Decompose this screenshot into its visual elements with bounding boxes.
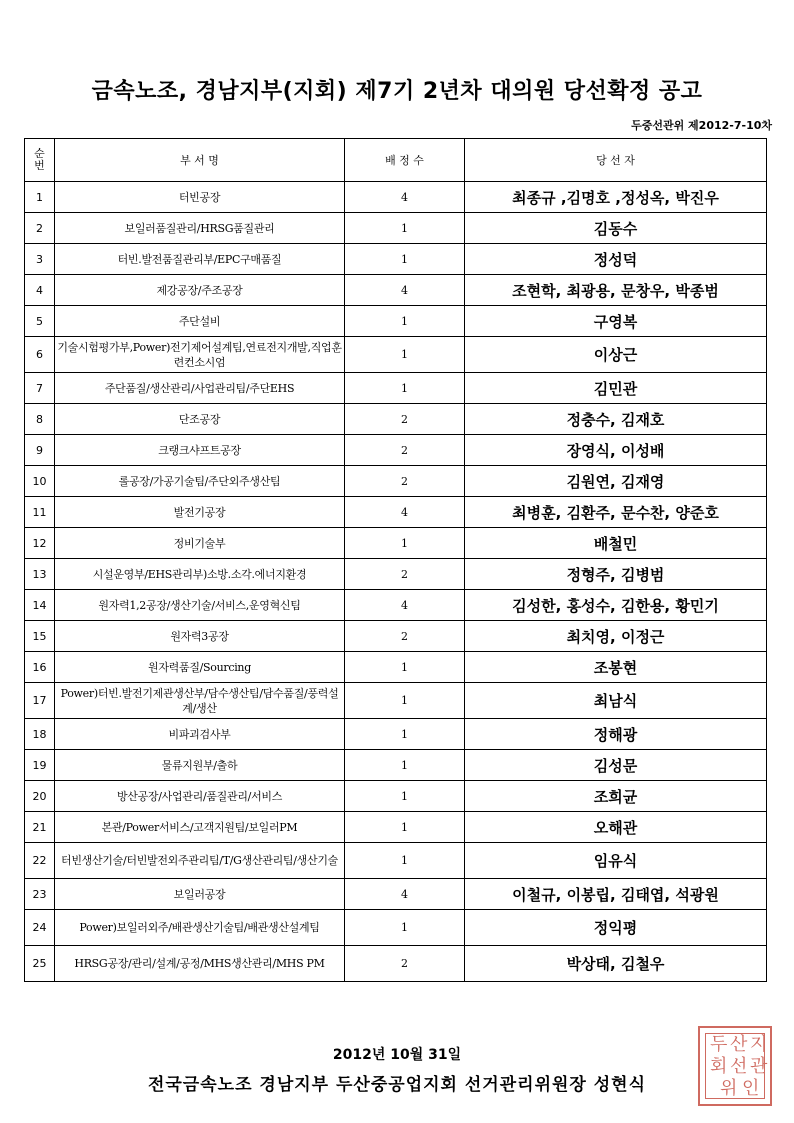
seal-glyph: 회 [710,1056,728,1077]
row-department: Power)터빈.발전기제관생산부/담수생산팀/담수품질/풍력설계/생산 [55,683,345,719]
row-department: 원자력품질/Sourcing [55,652,345,683]
row-seats: 1 [345,213,465,244]
row-seats: 1 [345,719,465,750]
row-department: 제강공장/주조공장 [55,275,345,306]
table-row [25,590,767,621]
header-no: 순 번 [25,139,55,182]
table-row [25,497,767,528]
table-row [25,466,767,497]
row-seats: 2 [345,404,465,435]
row-department: 보일러공장 [55,879,345,910]
row-number: 24 [25,910,55,946]
row-number: 13 [25,559,55,590]
row-seats: 2 [345,435,465,466]
row-number: 20 [25,781,55,812]
table-row [25,373,767,404]
row-department: 롤공장/가공기술팀/주단외주생산팀 [55,466,345,497]
row-winners: 김성한, 홍성수, 김한용, 황민기 [465,590,767,621]
table-row [25,404,767,435]
row-winners: 최종규 ,김명호 ,정성옥, 박진우 [465,182,767,213]
row-department: 정비기술부 [55,528,345,559]
row-number: 12 [25,528,55,559]
row-department: 방산공장/사업관리/품질관리/서비스 [55,781,345,812]
row-seats: 2 [345,621,465,652]
row-number: 22 [25,843,55,879]
row-seats: 1 [345,652,465,683]
row-seats: 1 [345,750,465,781]
row-number: 18 [25,719,55,750]
table-row [25,843,767,879]
row-seats: 1 [345,683,465,719]
row-seats: 1 [345,337,465,373]
seal-glyph: 인 [742,1078,760,1099]
row-seats: 1 [345,244,465,275]
row-winners: 정충수, 김재호 [465,404,767,435]
table-row [25,337,767,373]
row-number: 9 [25,435,55,466]
row-department: 터빈생산기술/터빈발전외주관리팀/T/G생산관리팀/생산기술 [55,843,345,879]
row-department: 터빈.발전품질관리부/EPC구매품질 [55,244,345,275]
row-winners: 정성덕 [465,244,767,275]
row-winners: 최치영, 이정근 [465,621,767,652]
row-department: 단조공장 [55,404,345,435]
row-winners: 김원연, 김재영 [465,466,767,497]
row-seats: 2 [345,946,465,982]
signer-line: 전국금속노조 경남지부 두산중공업지회 선거관리위원장 성현식 [147,1075,647,1095]
row-winners: 정익평 [465,910,767,946]
row-department: 터빈공장 [55,182,345,213]
row-department: 발전기공장 [55,497,345,528]
row-seats: 4 [345,497,465,528]
row-seats: 4 [345,590,465,621]
row-winners: 이상근 [465,337,767,373]
row-number: 17 [25,683,55,719]
row-seats: 1 [345,843,465,879]
row-department: Power)보일러외주/배관생산기술팀/배관생산설계팀 [55,910,345,946]
row-department: 크랭크샤프트공장 [55,435,345,466]
row-seats: 1 [345,373,465,404]
row-department: 물류지원부/출하 [55,750,345,781]
row-number: 25 [25,946,55,982]
row-seats: 2 [345,466,465,497]
row-winners: 조현학, 최광용, 문창우, 박종범 [465,275,767,306]
table-row [25,781,767,812]
official-seal [698,1026,772,1106]
table-row [25,559,767,590]
table-row [25,244,767,275]
row-department: 원자력3공장 [55,621,345,652]
row-winners: 김동수 [465,213,767,244]
row-winners: 박상태, 김철우 [465,946,767,982]
row-department: 시설운영부/EHS관리부)소방.소각.에너지환경 [55,559,345,590]
row-winners: 구영복 [465,306,767,337]
row-winners: 정형주, 김병범 [465,559,767,590]
row-number: 23 [25,879,55,910]
seal-glyph: 지 [750,1034,768,1055]
table-header-row [25,139,767,182]
table-row [25,528,767,559]
row-winners: 임유식 [465,843,767,879]
table-row [25,275,767,306]
row-winners: 이철규, 이봉립, 김태엽, 석광원 [465,879,767,910]
row-seats: 1 [345,781,465,812]
row-number: 15 [25,621,55,652]
row-department: 기술시험평가부,Power)전기제어설계팀,연료전지개발,직업훈련컨소시엄 [55,337,345,373]
row-department: 본관/Power서비스/고객지원팀/보일러PM [55,812,345,843]
seal-glyph: 관 [750,1056,768,1077]
row-number: 21 [25,812,55,843]
row-number: 8 [25,404,55,435]
row-number: 3 [25,244,55,275]
row-winners: 최남식 [465,683,767,719]
row-number: 14 [25,590,55,621]
table-row [25,910,767,946]
header-seats: 배 정 수 [345,139,465,182]
table-row [25,683,767,719]
table-row [25,435,767,466]
row-seats: 1 [345,910,465,946]
table-row [25,182,767,213]
table-row [25,750,767,781]
row-number: 1 [25,182,55,213]
table-row [25,652,767,683]
row-department: 비파괴검사부 [55,719,345,750]
row-winners: 김민관 [465,373,767,404]
row-winners: 정해광 [465,719,767,750]
row-number: 16 [25,652,55,683]
row-department: 보일러품질관리/HRSG품질관리 [55,213,345,244]
header-department: 부 서 명 [55,139,345,182]
table-row [25,306,767,337]
row-seats: 1 [345,306,465,337]
table-row [25,621,767,652]
seal-glyph: 두 [710,1034,728,1055]
seal-glyph: 선 [730,1056,748,1077]
table-row [25,812,767,843]
table-row [25,879,767,910]
row-winners: 최병훈, 김환주, 문수찬, 양준호 [465,497,767,528]
seal-glyph: 산 [730,1034,748,1055]
notice-title: 금속노조, 경남지부(지회) 제7기 2년차 대의원 당선확정 공고 [91,79,703,104]
row-department: 원자력1,2공장/생산기술/서비스,운영혁신팀 [55,590,345,621]
row-number: 10 [25,466,55,497]
row-department: 주단설비 [55,306,345,337]
row-winners: 조봉현 [465,652,767,683]
row-department: 주단품질/생산관리/사업관리팀/주단EHS [55,373,345,404]
notice-date: 2012년 10월 31일 [332,1047,462,1063]
table-row [25,719,767,750]
row-number: 4 [25,275,55,306]
seal-glyph: 위 [720,1078,738,1099]
row-number: 11 [25,497,55,528]
table-row [25,213,767,244]
table-row [25,946,767,982]
row-seats: 1 [345,528,465,559]
row-seats: 1 [345,812,465,843]
row-department: HRSG공장/관리/설계/공정/MHS생산관리/MHS PM [55,946,345,982]
row-seats: 2 [345,559,465,590]
row-winners: 배철민 [465,528,767,559]
row-number: 2 [25,213,55,244]
winners-table [24,138,767,982]
row-seats: 4 [345,182,465,213]
row-number: 5 [25,306,55,337]
header-winners: 당 선 자 [465,139,767,182]
row-number: 6 [25,337,55,373]
row-winners: 오해관 [465,812,767,843]
row-number: 7 [25,373,55,404]
row-winners: 김성문 [465,750,767,781]
row-seats: 4 [345,879,465,910]
row-number: 19 [25,750,55,781]
row-seats: 4 [345,275,465,306]
row-winners: 장영식, 이성배 [465,435,767,466]
row-winners: 조희균 [465,781,767,812]
document-number: 두중선관위 제2012-7-10차 [631,119,772,132]
table-body [25,182,767,982]
